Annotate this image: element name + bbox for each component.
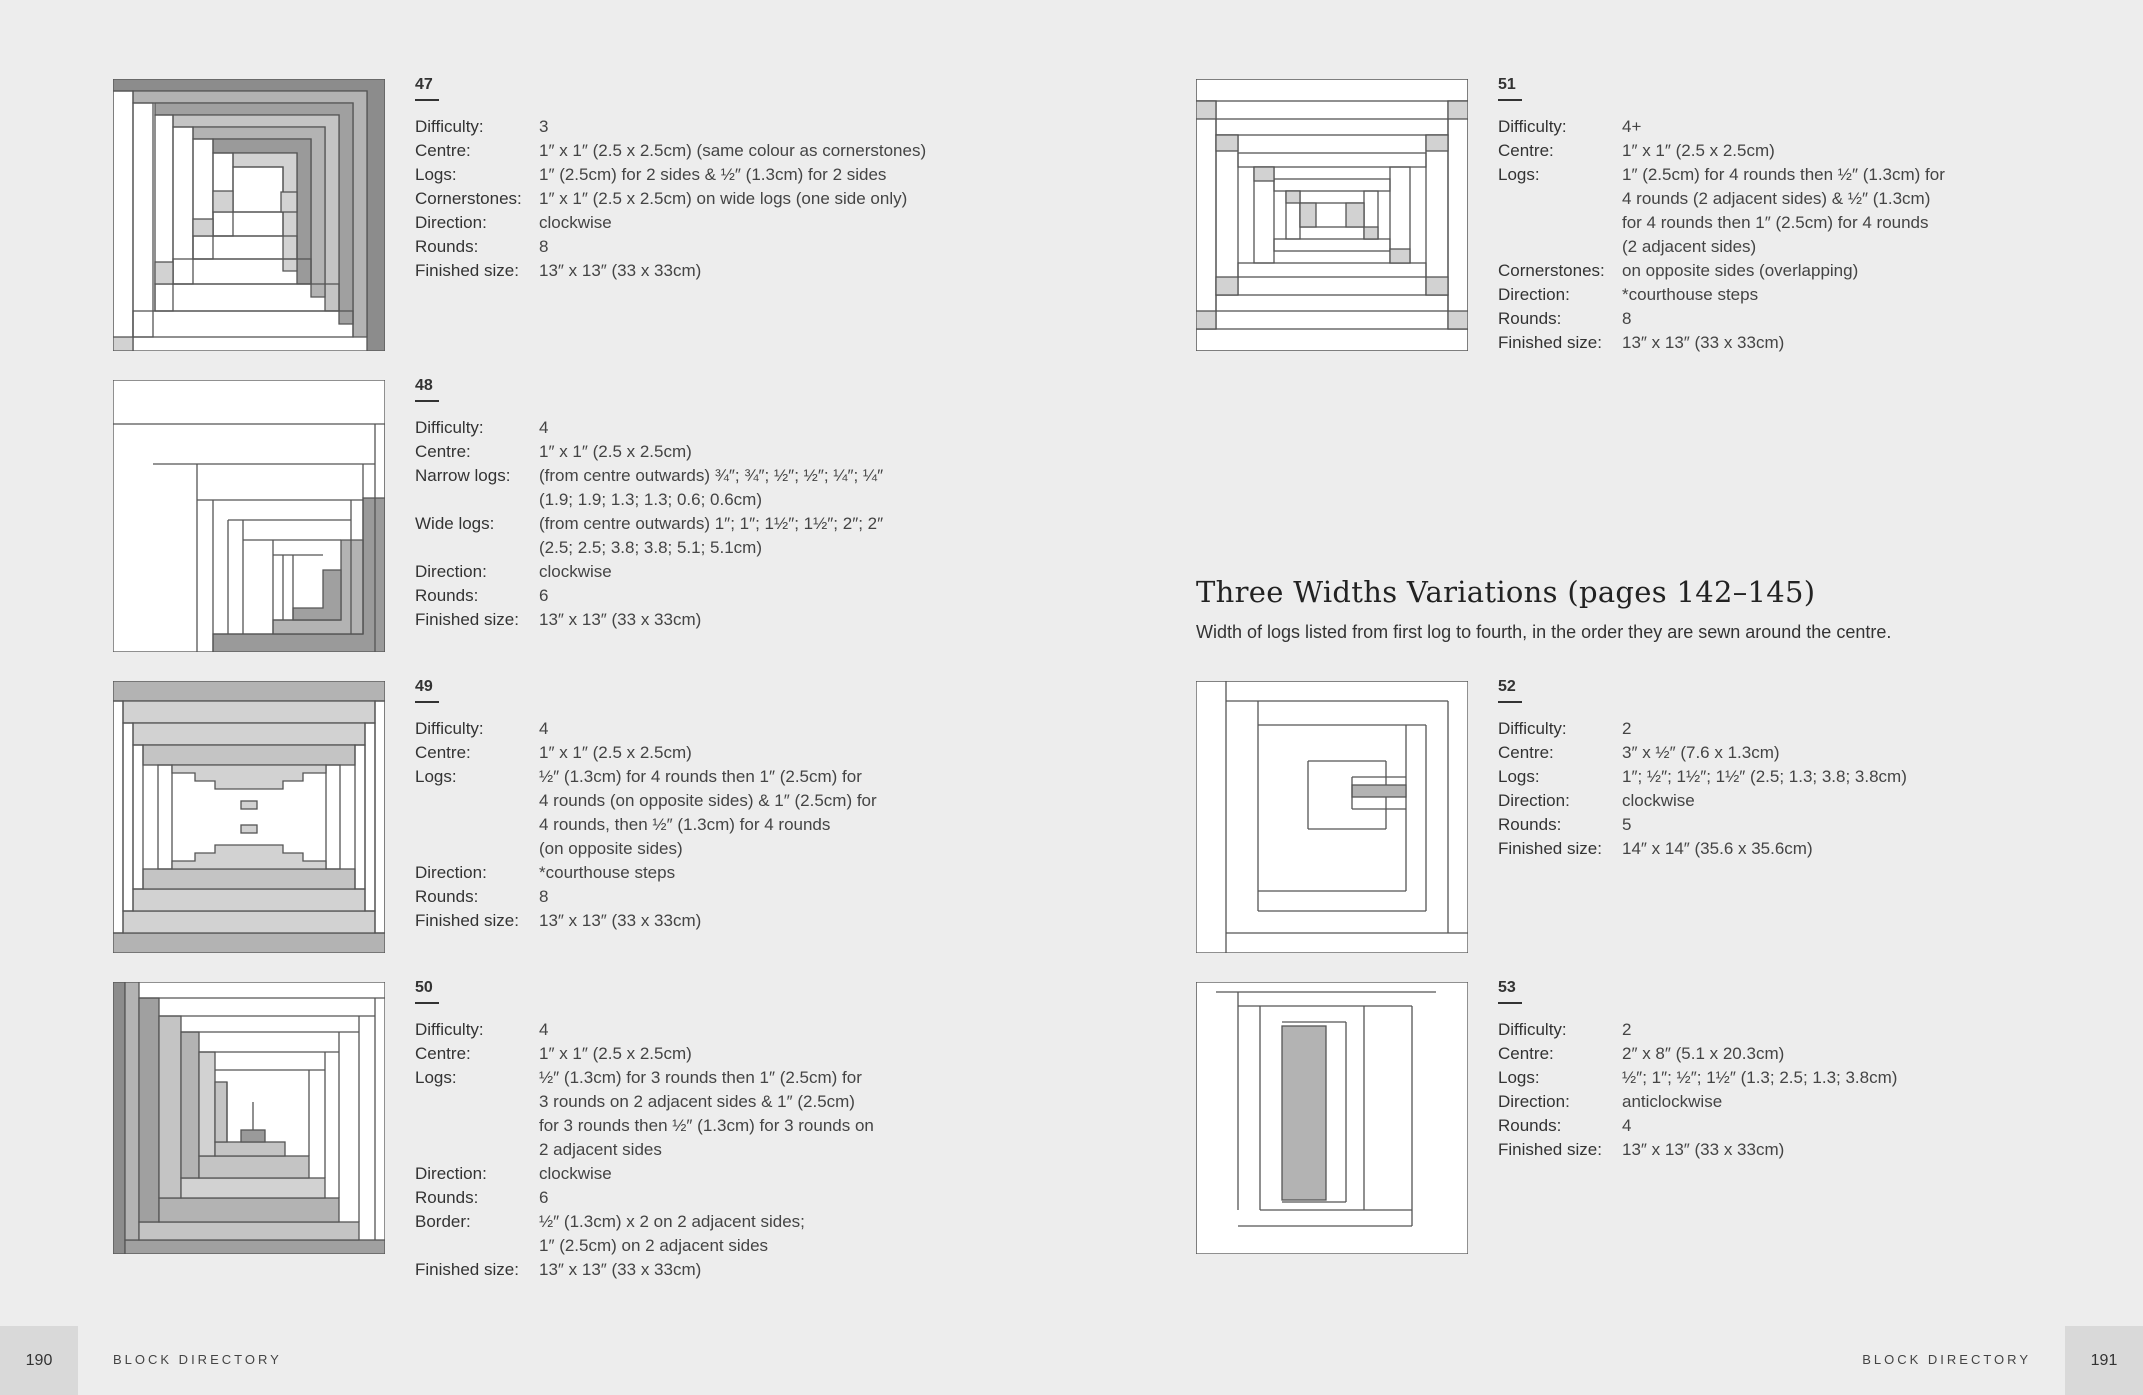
spec-row: [415, 1186, 1015, 1210]
spec-value: 4: [539, 719, 549, 738]
spec-row: [415, 765, 1015, 861]
spec-value: ½″ (1.3cm) x 2 on 2 adjacent sides; 1″ (2.5cm) on 2 adjacent sides: [539, 1212, 805, 1255]
spec-row: [415, 1066, 1015, 1162]
spec-row: [415, 560, 1015, 584]
spec-value: 1″ x 1″ (2.5 x 2.5cm): [539, 442, 692, 461]
spec-value: 2″ x 8″ (5.1 x 20.3cm): [1622, 1044, 1785, 1063]
spec-label: Logs:: [1498, 1068, 1540, 1087]
spec-label: Finished size:: [1498, 1140, 1602, 1159]
spec-value: 1″ (2.5cm) for 4 rounds then ½″ (1.3cm) for 4 rounds (2 adjacent sides) & ½″ (1.3cm) for 4 rounds then 1″ (2.5cm) for 4 rounds (2 adjacent sides): [1622, 165, 1945, 256]
spec-value: 8: [539, 887, 549, 906]
spec-value: ½″; 1″; ½″; 1½″ (1.3; 2.5; 1.3; 3.8cm): [1622, 1068, 1898, 1087]
spec-row: [1498, 163, 2098, 259]
spec-row: [1498, 1066, 2098, 1090]
spec-row: [415, 139, 1015, 163]
spec-label: Rounds:: [415, 237, 479, 256]
spec-label: Centre:: [415, 442, 471, 461]
spec-value: (from centre outwards) ¾″; ¾″; ½″; ½″; ¼″; ¼″ (1.9; 1.9; 1.3; 1.3; 0.6; 0.6cm): [539, 466, 884, 509]
page-number-left: 190: [0, 1326, 78, 1395]
spec-value: 6: [539, 1188, 549, 1207]
spec-value: clockwise: [539, 562, 612, 581]
block-number: 51: [1498, 76, 1516, 101]
spec-value: 13″ x 13″ (33 x 33cm): [1622, 333, 1785, 352]
spec-label: Direction:: [415, 1164, 487, 1183]
spec-label: Finished size:: [1498, 333, 1602, 352]
spec-label: Direction:: [415, 562, 487, 581]
spec-row: [1498, 1114, 2098, 1138]
spec-row: [415, 1258, 1015, 1282]
spec-row: [415, 235, 1015, 259]
spec-row: [1498, 115, 2098, 139]
spec-value: clockwise: [1622, 791, 1695, 810]
spec-value: 4: [1622, 1116, 1632, 1135]
spec-value: 1″ x 1″ (2.5 x 2.5cm) (same colour as cornerstones): [539, 141, 927, 160]
spec-label: Difficulty:: [415, 1020, 484, 1039]
spec-label: Finished size:: [415, 911, 519, 930]
spec-label: Difficulty:: [415, 418, 484, 437]
spec-row: [1498, 283, 2098, 307]
block-number: 47: [415, 76, 433, 101]
spec-row: [1498, 1042, 2098, 1066]
spec-label: Difficulty:: [415, 117, 484, 136]
spec-row: [415, 464, 1015, 512]
spec-label: Direction:: [415, 213, 487, 232]
spec-value: 1″ x 1″ (2.5 x 2.5cm): [1622, 141, 1775, 160]
spec-label: Centre:: [415, 141, 471, 160]
spec-value: 4: [539, 1020, 549, 1039]
spec-label: Narrow logs:: [415, 466, 511, 485]
spec-label: Logs:: [1498, 767, 1540, 786]
spec-value: 1″ x 1″ (2.5 x 2.5cm): [539, 743, 692, 762]
spec-label: Centre:: [415, 1044, 471, 1063]
spec-row: [415, 416, 1015, 440]
spec-row: [415, 741, 1015, 765]
spec-value: clockwise: [539, 1164, 612, 1183]
spec-value: *courthouse steps: [1622, 285, 1759, 304]
block-48-diagram: [113, 380, 385, 652]
spec-row: [415, 187, 1015, 211]
running-footer-left: BLOCK DIRECTORY: [113, 1352, 282, 1367]
spec-value: 3: [539, 117, 549, 136]
spec-value: 8: [539, 237, 549, 256]
block-51-diagram: [1196, 79, 1468, 351]
spec-value: (from centre outwards) 1″; 1″; 1½″; 1½″; 2″; 2″ (2.5; 2.5; 3.8; 3.8; 5.1; 5.1cm): [539, 514, 884, 557]
spec-label: Finished size:: [415, 1260, 519, 1279]
block-number: 49: [415, 678, 433, 703]
spec-label: Finished size:: [1498, 839, 1602, 858]
spec-value: on opposite sides (overlapping): [1622, 261, 1859, 280]
spec-label: Rounds:: [1498, 309, 1562, 328]
spec-value: 6: [539, 586, 549, 605]
spec-value: 8: [1622, 309, 1632, 328]
spec-row: [415, 1210, 1015, 1258]
spec-label: Centre:: [1498, 1044, 1554, 1063]
block-52-diagram: [1196, 681, 1468, 953]
spec-label: Direction:: [1498, 285, 1570, 304]
spec-value: 2: [1622, 719, 1632, 738]
spec-row: [415, 717, 1015, 741]
page-number-right: 191: [2065, 1326, 2143, 1395]
spec-value: 13″ x 13″ (33 x 33cm): [539, 911, 702, 930]
block-50-diagram: [113, 982, 385, 1254]
spec-row: [1498, 307, 2098, 331]
spec-row: [1498, 331, 2098, 355]
spec-value: 1″ (2.5cm) for 2 sides & ½″ (1.3cm) for 2 sides: [539, 165, 887, 184]
spec-label: Wide logs:: [415, 514, 495, 533]
section-subtitle: Width of logs listed from first log to fourth, in the order they are sewn around the centre.: [1196, 622, 1892, 642]
spec-label: Rounds:: [415, 1188, 479, 1207]
spec-row: [1498, 1018, 2098, 1042]
spec-label: Difficulty:: [415, 719, 484, 738]
spec-row: [415, 1162, 1015, 1186]
spec-value: 13″ x 13″ (33 x 33cm): [539, 610, 702, 629]
spec-label: Direction:: [1498, 791, 1570, 810]
spec-row: [415, 512, 1015, 560]
spec-label: Cornerstones:: [1498, 261, 1605, 280]
spec-value: 13″ x 13″ (33 x 33cm): [1622, 1140, 1785, 1159]
spec-value: *courthouse steps: [539, 863, 676, 882]
spec-value: 5: [1622, 815, 1632, 834]
spec-row: [415, 115, 1015, 139]
running-footer-right: BLOCK DIRECTORY: [1862, 1352, 2031, 1367]
spec-value: ½″ (1.3cm) for 4 rounds then 1″ (2.5cm) for 4 rounds (on opposite sides) & 1″ (2.5cm) for 4 rounds, then ½″ (1.3cm) for 4 rounds (on opposite sides): [539, 767, 877, 858]
spec-row: [1498, 1138, 2098, 1162]
spec-row: [1498, 837, 2098, 861]
spec-value: 14″ x 14″ (35.6 x 35.6cm): [1622, 839, 1813, 858]
spec-row: [415, 259, 1015, 283]
spec-value: 1″ x 1″ (2.5 x 2.5cm) on wide logs (one side only): [539, 189, 908, 208]
spec-row: [415, 608, 1015, 632]
block-number: 50: [415, 979, 433, 1004]
spec-value: ½″ (1.3cm) for 3 rounds then 1″ (2.5cm) for 3 rounds on 2 adjacent sides & 1″ (2.5cm) for 3 rounds then ½″ (1.3cm) for 3 rounds on 2 adjacent sides: [539, 1068, 874, 1159]
spec-row: [1498, 717, 2098, 741]
spec-value: 13″ x 13″ (33 x 33cm): [539, 261, 702, 280]
spec-label: Rounds:: [1498, 1116, 1562, 1135]
spec-row: [415, 1042, 1015, 1066]
section-title: Three Widths Variations (pages 142–145): [1196, 575, 1816, 609]
spec-value: 4: [539, 418, 549, 437]
spec-value: 1″; ½″; 1½″; 1½″ (2.5; 1.3; 3.8; 3.8cm): [1622, 767, 1907, 786]
spec-value: clockwise: [539, 213, 612, 232]
spec-label: Direction:: [1498, 1092, 1570, 1111]
block-number: 52: [1498, 678, 1516, 703]
spec-label: Logs:: [415, 1068, 457, 1087]
spec-row: [415, 163, 1015, 187]
spec-row: [1498, 1090, 2098, 1114]
spec-label: Finished size:: [415, 261, 519, 280]
block-47-diagram: [113, 79, 385, 351]
spec-row: [1498, 139, 2098, 163]
spec-value: 1″ x 1″ (2.5 x 2.5cm): [539, 1044, 692, 1063]
spec-label: Rounds:: [415, 586, 479, 605]
spec-label: Logs:: [415, 767, 457, 786]
block-number: 48: [415, 377, 433, 402]
spec-label: Rounds:: [415, 887, 479, 906]
spec-label: Difficulty:: [1498, 719, 1567, 738]
spec-label: Border:: [415, 1212, 471, 1231]
spec-label: Direction:: [415, 863, 487, 882]
spec-label: Difficulty:: [1498, 117, 1567, 136]
spec-row: [415, 861, 1015, 885]
spec-row: [1498, 741, 2098, 765]
spec-value: 4+: [1622, 117, 1642, 136]
block-53-diagram: [1196, 982, 1468, 1254]
spec-label: Centre:: [1498, 141, 1554, 160]
spec-label: Logs:: [415, 165, 457, 184]
spec-value: 13″ x 13″ (33 x 33cm): [539, 1260, 702, 1279]
spec-row: [1498, 765, 2098, 789]
spec-label: Centre:: [415, 743, 471, 762]
spec-row: [1498, 813, 2098, 837]
spec-row: [1498, 259, 2098, 283]
block-49-diagram: [113, 681, 385, 953]
spec-value: 3″ x ½″ (7.6 x 1.3cm): [1622, 743, 1780, 762]
spec-label: Centre:: [1498, 743, 1554, 762]
spec-label: Rounds:: [1498, 815, 1562, 834]
spec-row: [1498, 789, 2098, 813]
spec-value: anticlockwise: [1622, 1092, 1723, 1111]
spec-row: [415, 211, 1015, 235]
spec-row: [415, 440, 1015, 464]
block-number: 53: [1498, 979, 1516, 1004]
spec-label: Finished size:: [415, 610, 519, 629]
spec-row: [415, 909, 1015, 933]
spec-value: 2: [1622, 1020, 1632, 1039]
spec-row: [415, 1018, 1015, 1042]
spec-row: [415, 584, 1015, 608]
spec-label: Difficulty:: [1498, 1020, 1567, 1039]
spec-label: Cornerstones:: [415, 189, 522, 208]
spec-row: [415, 885, 1015, 909]
spec-label: Logs:: [1498, 165, 1540, 184]
